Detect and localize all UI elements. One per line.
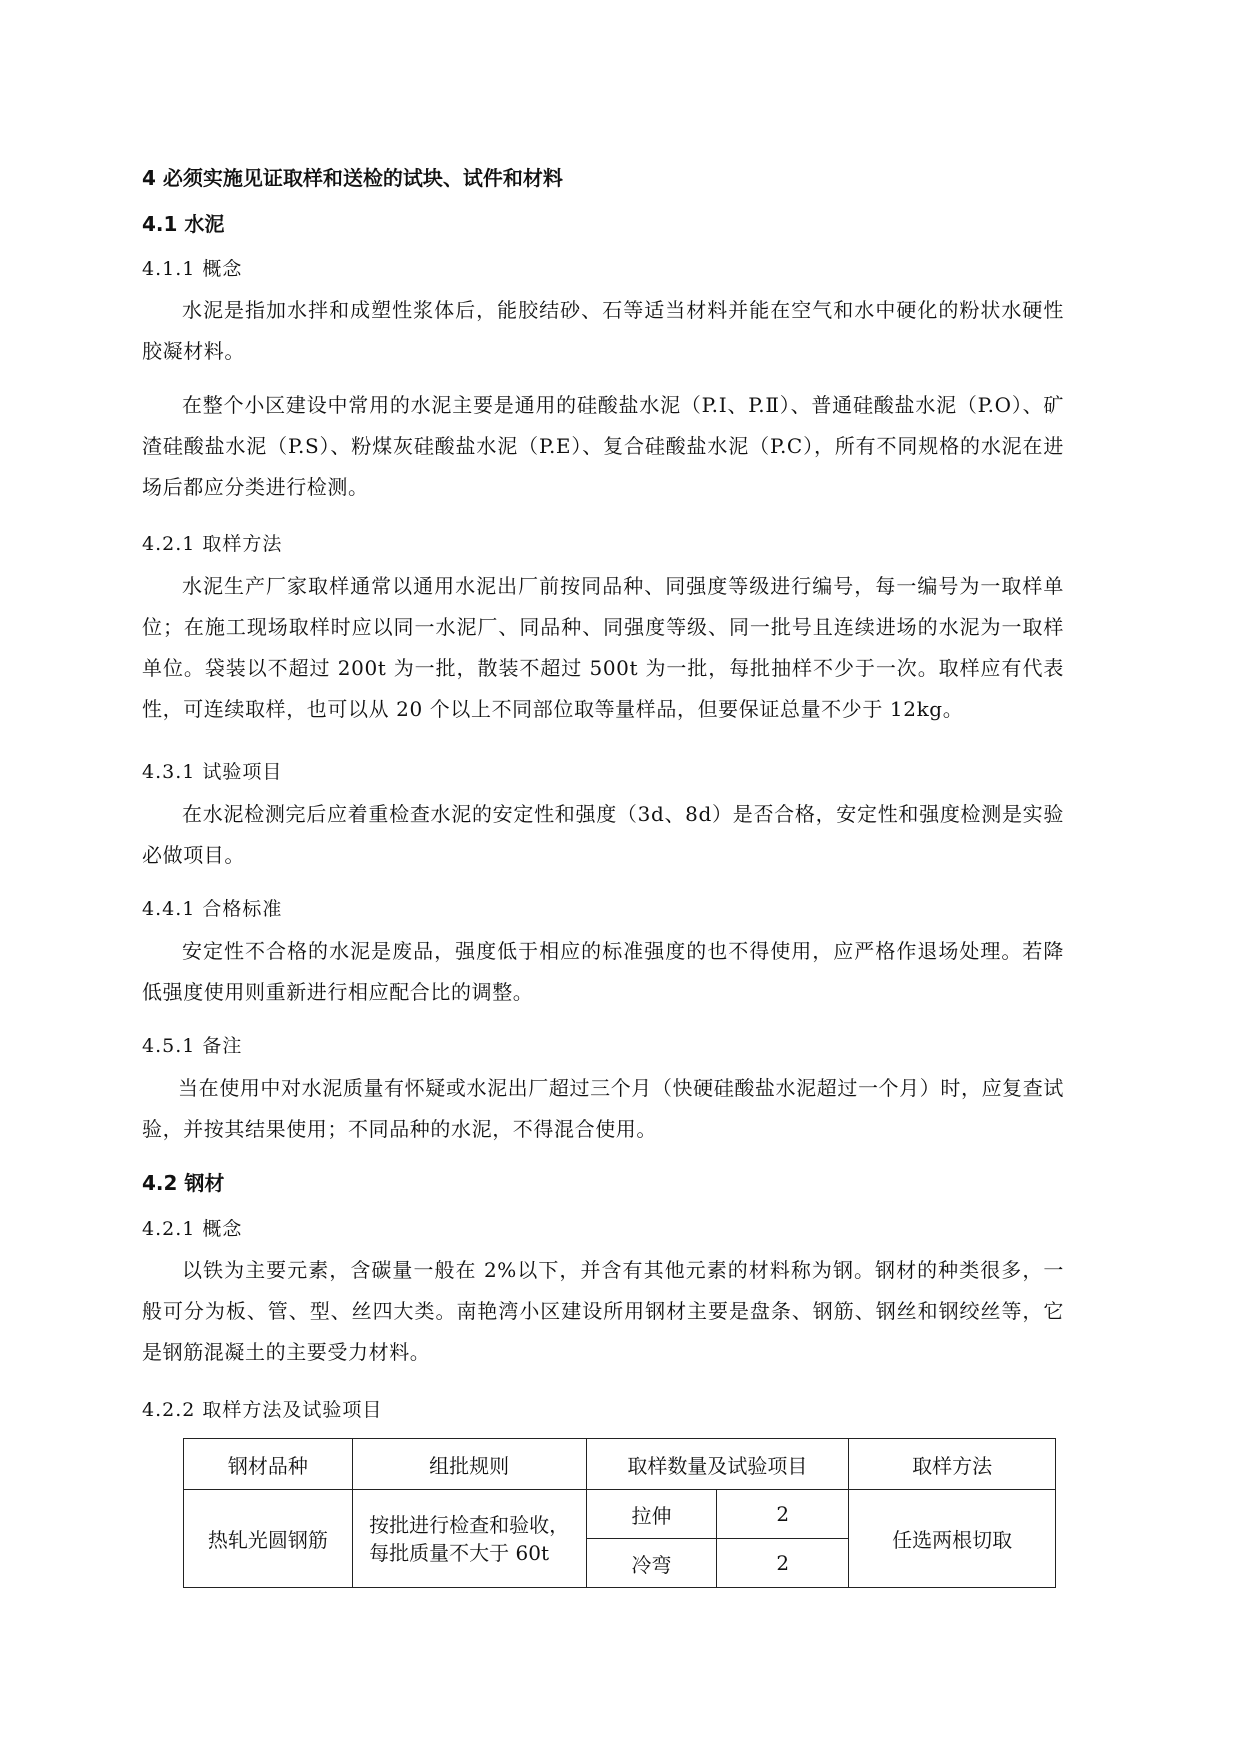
header-material: 钢材品种 <box>184 1439 353 1490</box>
subsection-test-items: 4.3.1 试验项目 <box>142 761 283 783</box>
subsection-concept: 4.1.1 概念 <box>142 258 243 280</box>
cell-batch-rule <box>352 1490 586 1588</box>
subsection-steel-concept: 4.2.1 概念 <box>142 1218 243 1240</box>
header-sampling-method: 取样方法 <box>849 1439 1056 1490</box>
subsection-steel-sampling: 4.2.2 取样方法及试验项目 <box>142 1399 383 1421</box>
cell-sampling-method: 任选两根切取 <box>849 1490 1056 1588</box>
subsection-acceptance-criteria: 4.4.1 合格标准 <box>142 898 283 920</box>
subsection-remarks: 4.5.1 备注 <box>142 1035 243 1057</box>
paragraph-acceptance-criteria: 安定性不合格的水泥是废品，强度低于相应的标准强度的也不得使用，应严格作退场处理。若降低强度使用则重新进行相应配合比的调整。 <box>142 939 1064 1004</box>
paragraph-remarks: 当在使用中对水泥质量有怀疑或水泥出厂超过三个月（快硬硅酸盐水泥超过一个月）时，应复查试验，并按其结果使用；不同品种的水泥，不得混合使用。 <box>142 1076 1064 1141</box>
paragraph-cement-types: 在整个小区建设中常用的水泥主要是通用的硅酸盐水泥（P.Ⅰ、P.Ⅱ）、普通硅酸盐水泥（P.O）、矿渣硅酸盐水泥（P.S）、粉煤灰硅酸盐水泥（P.E）、复合硅酸盐水泥（P.C），所有不同规格的水泥在进场后都应分类进行检测。 <box>142 393 1064 499</box>
subsection-sampling-method: 4.2.1 取样方法 <box>142 533 283 555</box>
section-heading-steel: 4.2 钢材 <box>142 1171 225 1195</box>
cell-test-bending-qty: 2 <box>717 1539 849 1588</box>
table-row <box>184 1490 1056 1539</box>
table-header-row <box>184 1439 1056 1490</box>
cell-test-bending: 冷弯 <box>586 1539 717 1588</box>
header-sample-qty-tests: 取样数量及试验项目 <box>586 1439 849 1490</box>
cell-material: 热轧光圆钢筋 <box>184 1490 353 1588</box>
cell-test-tensile: 拉伸 <box>586 1490 717 1539</box>
steel-sampling-table <box>183 1438 1056 1588</box>
paragraph-test-items: 在水泥检测完后应着重检查水泥的安定性和强度（3d、8d）是否合格，安定性和强度检测是实验必做项目。 <box>142 802 1064 867</box>
paragraph-steel-concept: 以铁为主要元素，含碳量一般在 2%以下，并含有其他元素的材料称为钢。钢材的种类很多，一般可分为板、管、型、丝四大类。南艳湾小区建设所用钢材主要是盘条、钢筋、钢丝和钢绞丝等，它是钢筋混凝土的主要受力材料。 <box>142 1258 1064 1364</box>
cell-test-tensile-qty: 2 <box>717 1490 849 1539</box>
paragraph-sampling-method: 水泥生产厂家取样通常以通用水泥出厂前按同品种、同强度等级进行编号，每一编号为一取样单位；在施工现场取样时应以同一水泥厂、同品种、同强度等级、同一批号且连续进场的水泥为一取样单位。袋装以不超过 200t 为一批，散装不超过 500t 为一批，每批抽样不少于一次。取样应有代表性，可连续取样，也可以从 20 个以上不同部位取等量样品，但要保证总量不少于 12kg。 <box>142 574 1064 721</box>
batch-rule-line-1: 按批进行检查和验收， <box>369 1512 570 1537</box>
header-batch-rule: 组批规则 <box>352 1439 586 1490</box>
paragraph-cement-definition: 水泥是指加水拌和成塑性浆体后，能胶结砂、石等适当材料并能在空气和水中硬化的粉状水硬性胶凝材料。 <box>142 298 1064 363</box>
batch-rule-line-2: 每批质量不大于 60t <box>369 1540 549 1565</box>
chapter-heading: 4 必须实施见证取样和送检的试块、试件和材料 <box>142 166 563 190</box>
section-heading-cement: 4.1 水泥 <box>142 212 225 236</box>
